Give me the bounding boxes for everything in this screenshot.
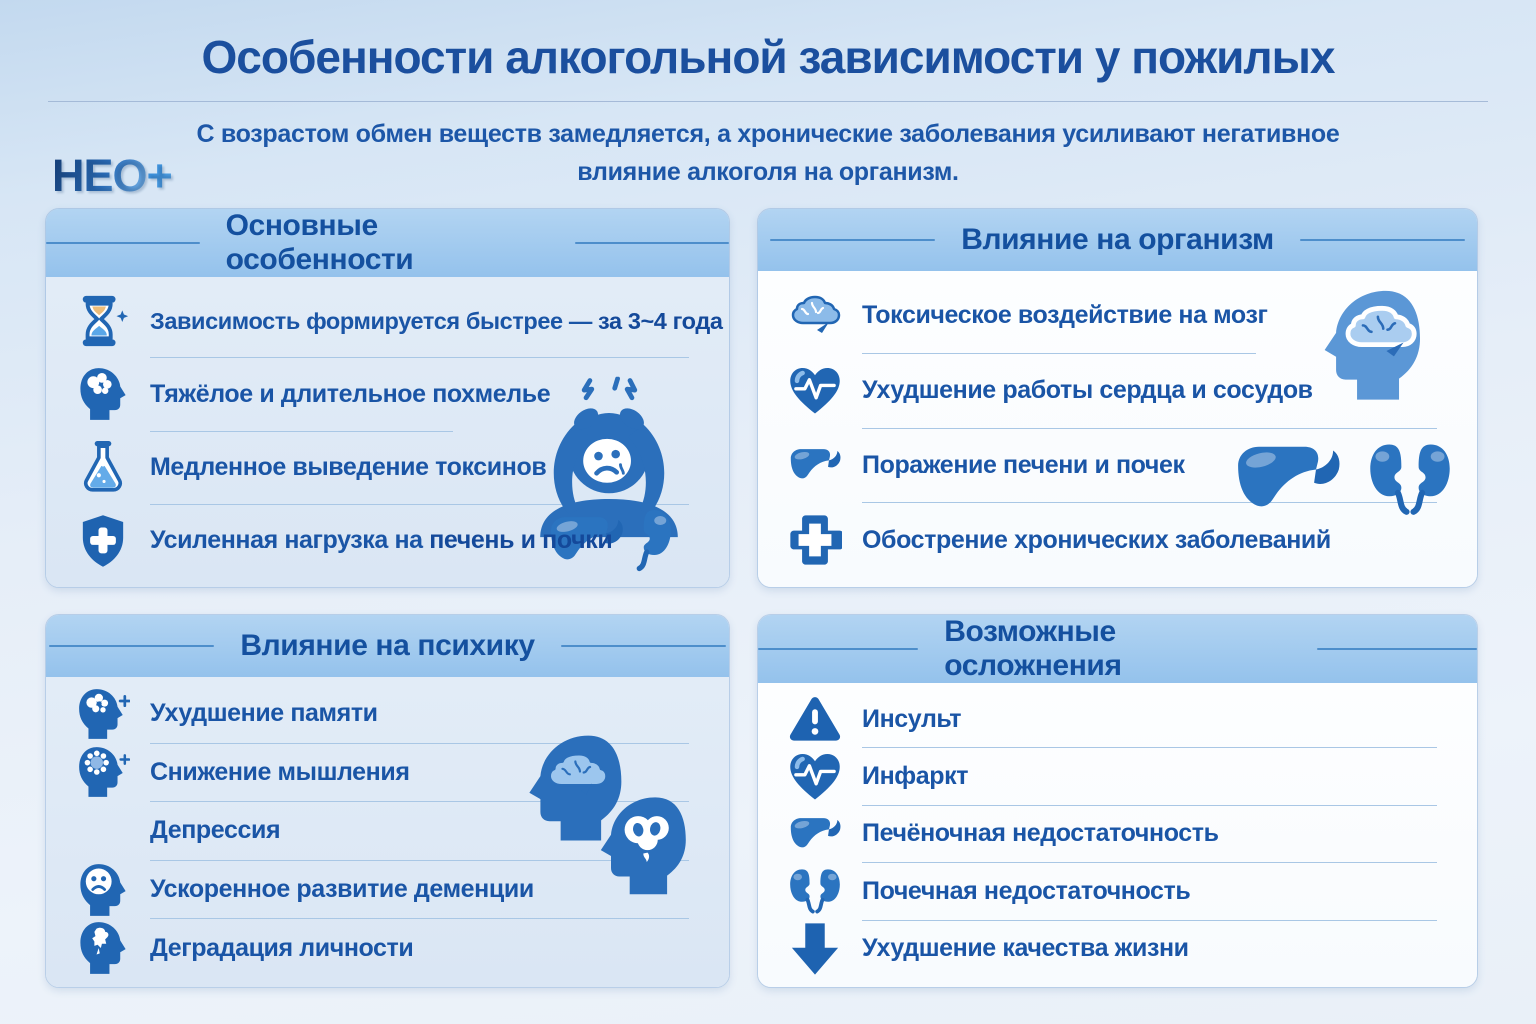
hourglass-icon bbox=[76, 293, 130, 349]
medical-cross-icon bbox=[788, 512, 842, 568]
item-text: Тяжёлое и длительное похмелье bbox=[150, 379, 551, 408]
item-text: Ускоренное развитие деменции bbox=[150, 875, 534, 904]
panel-complications bbox=[757, 614, 1478, 988]
panel-body bbox=[46, 277, 729, 587]
header-line bbox=[1300, 239, 1465, 241]
panel-title: Основные особенности bbox=[225, 209, 414, 276]
item-text: Снижение мышления bbox=[150, 757, 410, 786]
header-line bbox=[758, 648, 918, 650]
logo-text: НЕО bbox=[52, 150, 147, 201]
item-text: Ухудшение работы сердца и сосудов bbox=[862, 376, 1313, 405]
list-item bbox=[76, 293, 723, 349]
panel-grid bbox=[45, 208, 1478, 988]
item-text: Медленное выведение токсинов bbox=[150, 453, 547, 482]
panel-header bbox=[758, 209, 1477, 271]
list-item bbox=[76, 803, 703, 859]
logo-plus-icon: + bbox=[146, 150, 172, 201]
item-text: Поражение печени и почек bbox=[862, 450, 1185, 479]
liver-icon bbox=[788, 437, 842, 493]
panel-header bbox=[46, 615, 729, 677]
row-divider bbox=[862, 353, 1256, 354]
liver-icon bbox=[788, 806, 842, 862]
list-item bbox=[76, 920, 703, 976]
panel-body bbox=[758, 683, 1477, 987]
page-title: Особенности алкогольной зависимости у пожилых bbox=[201, 31, 1335, 83]
panel-body bbox=[758, 271, 1477, 587]
item-text: Почечная недостаточность bbox=[862, 876, 1191, 905]
list-item bbox=[788, 921, 1451, 977]
list-item bbox=[788, 806, 1451, 862]
panel-main-features bbox=[45, 208, 730, 588]
panel-body-impact bbox=[757, 208, 1478, 588]
item-text: Ухудшение качества жизни bbox=[862, 934, 1189, 963]
page-subtitle: С возрастом обмен веществ замедляется, а хронические заболевания усиливают негативное влияние алкоголя на организм. bbox=[196, 120, 1340, 186]
heart-pulse-icon bbox=[788, 363, 842, 419]
item-text: Ухудшение памяти bbox=[150, 699, 378, 728]
header-line bbox=[770, 239, 935, 241]
heart-pulse-icon bbox=[788, 749, 842, 805]
header-line bbox=[575, 242, 729, 244]
row-divider bbox=[150, 357, 689, 358]
head-memory-icon bbox=[76, 686, 130, 742]
panel-header bbox=[46, 209, 729, 277]
brain-icon bbox=[788, 288, 842, 344]
header-line bbox=[561, 645, 726, 647]
list-item bbox=[788, 512, 1451, 568]
row-divider bbox=[150, 431, 453, 432]
neo-plus-logo bbox=[52, 150, 172, 202]
item-text: Печёночная недостаточность bbox=[862, 819, 1219, 848]
item-text: Токсическое воздействие на мозг bbox=[862, 301, 1268, 330]
list-item bbox=[76, 862, 703, 918]
list-item bbox=[788, 863, 1451, 919]
item-text: Инсульт bbox=[862, 704, 962, 733]
header-line bbox=[1317, 648, 1477, 650]
list-item bbox=[788, 749, 1451, 805]
panel-body bbox=[46, 677, 729, 987]
flask-icon bbox=[76, 440, 130, 496]
list-item bbox=[76, 686, 703, 742]
head-brain-icon bbox=[76, 366, 130, 422]
panel-header bbox=[758, 615, 1477, 683]
list-item bbox=[76, 440, 703, 496]
down-arrow-icon bbox=[788, 921, 842, 977]
panel-title: Влияние на психику bbox=[240, 629, 535, 662]
panel-title: Влияние на организм bbox=[961, 223, 1274, 256]
list-item bbox=[76, 513, 703, 569]
title-divider bbox=[48, 101, 1488, 102]
list-item bbox=[788, 288, 1451, 344]
list-item bbox=[788, 437, 1451, 493]
head-sad-icon bbox=[76, 862, 130, 918]
icon-spacer bbox=[76, 803, 130, 859]
page-header bbox=[0, 0, 1536, 191]
item-text: Усиленная нагрузка на печень и почки bbox=[150, 526, 613, 555]
item-text: Инфаркт bbox=[862, 762, 969, 791]
shield-cross-icon bbox=[76, 513, 130, 569]
list-item bbox=[788, 363, 1451, 419]
header-line bbox=[49, 645, 214, 647]
panel-title: Возможные осложнения bbox=[944, 615, 1122, 682]
item-text: Деградация личности bbox=[150, 933, 414, 962]
head-degradation-icon bbox=[76, 920, 130, 976]
list-item bbox=[76, 366, 703, 422]
kidneys-icon bbox=[788, 863, 842, 919]
panel-psyche-impact bbox=[45, 614, 730, 988]
list-item bbox=[788, 691, 1451, 747]
item-text: Депрессия bbox=[150, 816, 281, 845]
list-item bbox=[76, 744, 703, 800]
warning-triangle-icon bbox=[788, 691, 842, 747]
item-text: Зависимость формируется быстрее — за 3~4 года bbox=[150, 307, 723, 334]
item-text: Обострение хронических заболеваний bbox=[862, 525, 1331, 554]
head-thinking-icon bbox=[76, 744, 130, 800]
header-line bbox=[46, 242, 200, 244]
